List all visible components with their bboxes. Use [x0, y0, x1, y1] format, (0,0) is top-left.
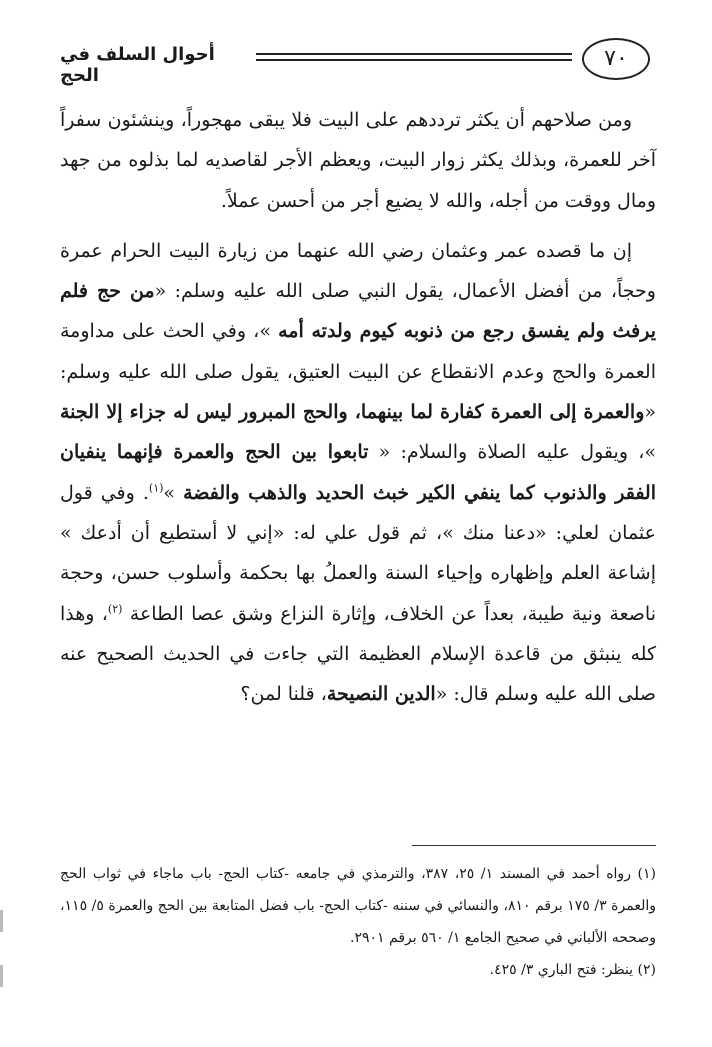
p2-segment-5: . وفي قول عثمان لعلي: «دعنا منك »، ثم قول علي له: «إني لا أستطيع أن أدعك » إشاعة العلم وإظهاره وإحياء السنة والعملُ بها بحكمة وأسلوب حسن، وحجة ناصعة ونية طيبة، بعداً عن الخلاف، وإثارة النزاع وشق عصا الطاعة: [60, 481, 656, 625]
running-title: أحوال السلف في الحج: [60, 44, 215, 86]
paragraph-1: [60, 100, 656, 221]
page-edge-mark: [0, 910, 3, 932]
footnote-2: (٢) ينظر: فتح الباري ٣/ ٤٢٥.: [489, 962, 656, 978]
footnote-1: (١) رواه أحمد في المسند ١/ ٢٥، ٣٨٧، والترمذي في جامعه -كتاب الحج- باب ماجاء في ثواب الحج والعمرة ٣/ ١٧٥ برقم ٨١٠، والنسائي في سننه -كتاب الحج- باب فضل المتابعة بين الحج والعمرة ٥/ ١١٥، وصححه الألباني في صحيح الجامع ١/ ٥٦٠ برقم ٢٩٠١.: [60, 866, 657, 946]
page-edge-mark: [0, 965, 3, 987]
p2-segment-3: »، ويقول عليه الصلاة والسلام: «: [368, 441, 656, 464]
p2-segment-2: »، وفي الحث على مداومة العمرة والحج وعدم الانقطاع عن البيت العتيق، يقول صلى الله عليه وسلم: «: [60, 320, 656, 424]
p2-segment-4: »: [163, 481, 184, 504]
paragraph-1-text: ومن صلاحهم أن يكثر ترددهم على البيت فلا يبقى مهجوراً، وينشئون سفراً آخر للعمرة، وبذلك يكثر زوار البيت، ويعظم الأجر لقاصديه لما بذلوه من جهد ومال ووقت من أجله، والله لا يضيع أجر من أحسن عملاً.: [60, 109, 656, 212]
footnote-separator: [412, 845, 656, 846]
p2-segment-7: ، قلنا لمن؟: [240, 683, 327, 706]
footnotes: [60, 858, 656, 986]
p2-segment-6: ، وهذا كله ينبثق من قاعدة الإسلام العظيمة التي جاءت في الحديث الصحيح عنه صلى الله عليه وسلم قال: «: [60, 602, 656, 706]
hadith-1: من حج فلم يرفث ولم يفسق رجع من ذنوبه كيوم ولدته أمه: [60, 280, 656, 343]
page-header: [60, 38, 656, 86]
hadith-2: والعمرة إلى العمرة كفارة لما بينهما، والحج المبرور ليس له جزاء إلا الجنة: [60, 401, 645, 424]
footnote-ref-2: (٢): [107, 602, 123, 616]
header-rule: [256, 53, 572, 61]
hadith-3: تابعوا بين الحج والعمرة فإنهما ينفيان الفقر والذنوب كما ينفي الكير خبث الحديد والذهب والفضة: [60, 441, 657, 504]
hadith-4: الدين النصيحة: [326, 683, 436, 706]
p2-segment-1: إن ما قصده عمر وعثمان رضي الله عنهما من زيارة البيت الحرام عمرة وحجاً، من أفضل الأعمال، يقول النبي صلى الله عليه وسلم: «: [60, 239, 656, 303]
page-number: ٧٠: [582, 38, 650, 80]
footnote-ref-1: (١): [148, 481, 164, 495]
paragraph-2: [60, 231, 656, 715]
main-text: [60, 100, 656, 714]
